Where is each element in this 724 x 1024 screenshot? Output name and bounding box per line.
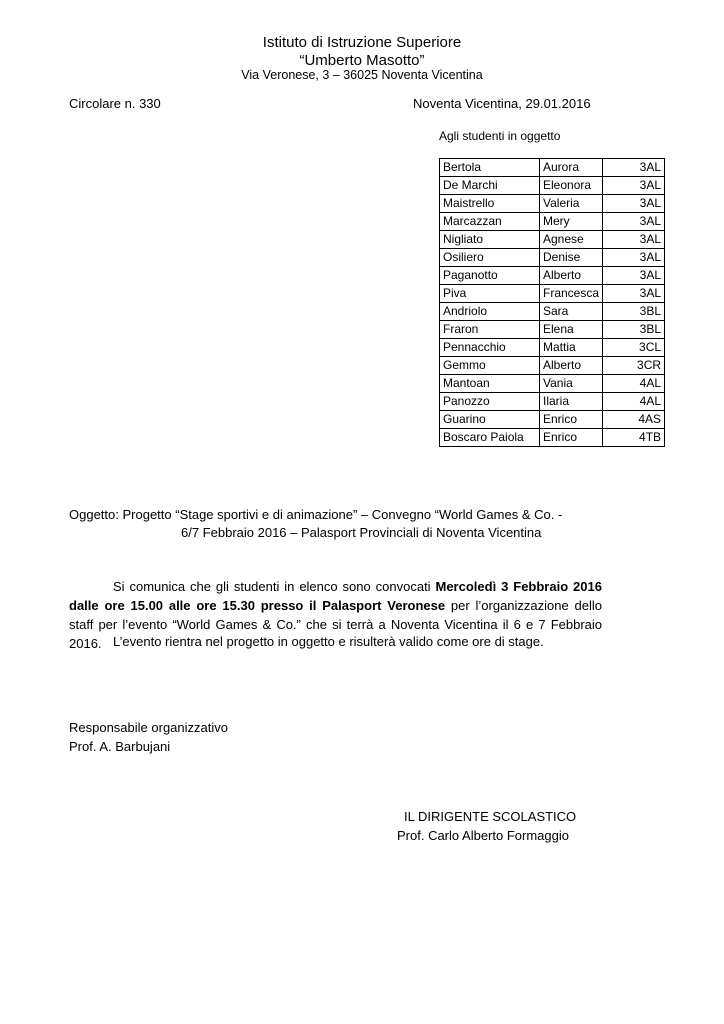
student-row xyxy=(440,249,665,267)
student-surname: Boscaro Paiola xyxy=(440,429,540,447)
student-surname: Osiliero xyxy=(440,249,540,267)
student-surname: Maistrello xyxy=(440,195,540,213)
student-row xyxy=(440,195,665,213)
student-row xyxy=(440,375,665,393)
p1-bold-date: Mercoledì 3 Febbraio 2016 dalle ore xyxy=(69,579,602,613)
student-name: Alberto xyxy=(540,357,603,375)
student-surname: Andriolo xyxy=(440,303,540,321)
student-surname: Nigliato xyxy=(440,231,540,249)
student-class: 3AL xyxy=(603,267,665,285)
student-name: Sara xyxy=(540,303,603,321)
student-surname: Panozzo xyxy=(440,393,540,411)
subject-line-1: Oggetto: Progetto “Stage sportivi e di animazione” – Convegno “World Games & Co. - xyxy=(69,507,563,522)
student-class: 3AL xyxy=(603,213,665,231)
student-name: Mery xyxy=(540,213,603,231)
student-surname: Marcazzan xyxy=(440,213,540,231)
student-row xyxy=(440,177,665,195)
principal-role: IL DIRIGENTE SCOLASTICO xyxy=(404,809,577,824)
student-name: Ilaria xyxy=(540,393,603,411)
student-row xyxy=(440,159,665,177)
school-name: “Umberto Masotto” xyxy=(299,52,425,69)
circular-number: Circolare n. 330 xyxy=(69,96,161,111)
student-class: 4AL xyxy=(603,375,665,393)
student-class: 3AL xyxy=(603,285,665,303)
student-surname: Bertola xyxy=(440,159,540,177)
student-name: Mattia xyxy=(540,339,603,357)
student-row xyxy=(440,321,665,339)
student-class: 3AL xyxy=(603,177,665,195)
student-class: 4TB xyxy=(603,429,665,447)
student-surname: De Marchi xyxy=(440,177,540,195)
student-class: 4AS xyxy=(603,411,665,429)
p1-mid: per l’organizzazione dello staff per l’evento xyxy=(69,598,603,632)
student-row xyxy=(440,339,665,357)
student-row xyxy=(440,267,665,285)
body-paragraph-2: L’evento rientra nel progetto in oggetto e risulterà valido come ore di stage. xyxy=(113,634,544,649)
students-table xyxy=(439,158,665,447)
student-surname: Guarino xyxy=(440,411,540,429)
student-name: Elena xyxy=(540,321,603,339)
student-surname: Fraron xyxy=(440,321,540,339)
student-surname: Mantoan xyxy=(440,375,540,393)
student-name: Aurora xyxy=(540,159,603,177)
p1-end: “World Games & Co.” che si terrà a Noventa Vicentina il 6 e 7 Febbraio 2016. xyxy=(69,617,603,651)
student-class: 3CR xyxy=(603,357,665,375)
p1-bold-time: 15.00 alle ore 15.30 presso il Palasport Veronese xyxy=(130,598,446,613)
student-name: Alberto xyxy=(540,267,603,285)
student-name: Agnese xyxy=(540,231,603,249)
institute-title: Istituto di Istruzione Superiore xyxy=(262,34,462,51)
student-surname: Piva xyxy=(440,285,540,303)
student-row xyxy=(440,303,665,321)
student-name: Eleonora xyxy=(540,177,603,195)
student-name: Vania xyxy=(540,375,603,393)
organizer-name: Prof. A. Barbujani xyxy=(69,739,171,754)
recipients: Agli studenti in oggetto xyxy=(439,129,561,143)
student-name: Valeria xyxy=(540,195,603,213)
student-class: 3AL xyxy=(603,159,665,177)
student-class: 3BL xyxy=(603,321,665,339)
student-class: 3BL xyxy=(603,303,665,321)
student-row xyxy=(440,357,665,375)
p1-start: Si comunica che gli studenti in elenco sono convocati xyxy=(113,579,436,594)
student-name: Francesca xyxy=(540,285,603,303)
subject-line-2: 6/7 Febbraio 2016 – Palasport Provinciali di Noventa Vicentina xyxy=(181,525,542,540)
student-name: Denise xyxy=(540,249,603,267)
student-row xyxy=(440,393,665,411)
student-class: 3AL xyxy=(603,249,665,267)
student-row xyxy=(440,213,665,231)
principal-name: Prof. Carlo Alberto Formaggio xyxy=(397,828,569,843)
student-class: 3CL xyxy=(603,339,665,357)
student-surname: Pennacchio xyxy=(440,339,540,357)
student-class: 3AL xyxy=(603,231,665,249)
student-row xyxy=(440,429,665,447)
student-name: Enrico xyxy=(540,429,603,447)
student-class: 4AL xyxy=(603,393,665,411)
student-surname: Gemmo xyxy=(440,357,540,375)
student-class: 3AL xyxy=(603,195,665,213)
student-surname: Paganotto xyxy=(440,267,540,285)
student-name: Enrico xyxy=(540,411,603,429)
student-row xyxy=(440,285,665,303)
student-row xyxy=(440,411,665,429)
place-date: Noventa Vicentina, 29.01.2016 xyxy=(413,96,591,111)
student-row xyxy=(440,231,665,249)
school-address: Via Veronese, 3 – 36025 Noventa Vicentina xyxy=(241,68,483,82)
organizer-role: Responsabile organizzativo xyxy=(69,720,228,735)
